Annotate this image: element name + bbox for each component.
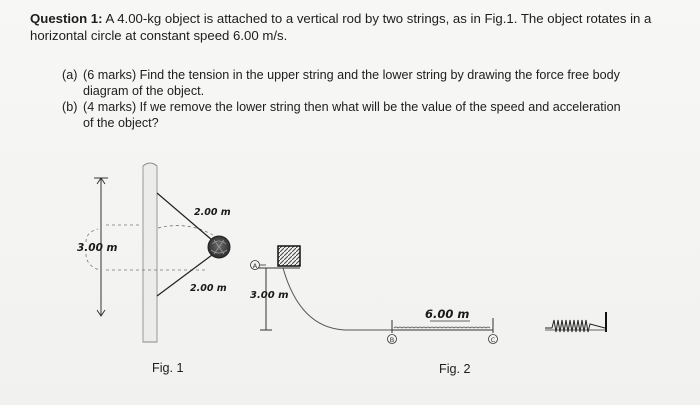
point-c-marker [489,335,498,345]
point-b-marker [388,335,397,345]
curved-track [283,268,392,330]
fig2-block [278,246,300,266]
fig2-distance-label: 6.00 m [425,307,470,321]
part-b-line1: (4 marks) If we remove the lower string then what will be the value of the speed and acceleration [83,100,621,114]
fig2-caption: Fig. 2 [439,362,471,376]
point-a-marker [251,261,267,271]
part-b-line2: of the object? [83,116,159,130]
spring [545,312,606,332]
question-label: Question 1: [30,11,103,26]
point-b-label: B [389,336,395,344]
rotating-object [208,236,230,258]
question-text: A 4.00-kg object is attached to a vertical rod by two strings, as in Fig.1. The object rotates in a horizontal circle at constant speed 6.00 m/s. [30,11,652,43]
fig1-upper-string-label: 2.00 m [194,207,231,218]
point-a-label: A [252,262,258,270]
part-b-tag: (b) [62,100,78,114]
fig1-height-label: 3.00 m [77,242,118,254]
fig2-height-label: 3.00 m [250,290,289,301]
fig1-caption: Fig. 1 [152,361,184,375]
part-a-line2: diagram of the object. [83,84,205,98]
vertical-rod [143,163,157,342]
part-a-tag: (a) [62,68,78,82]
point-c-label: C [490,336,496,344]
part-a-line1: (6 marks) Find the tension in the upper string and the lower string by drawing the force free body [83,68,620,82]
fig1-lower-string-label: 2.00 m [190,283,227,294]
